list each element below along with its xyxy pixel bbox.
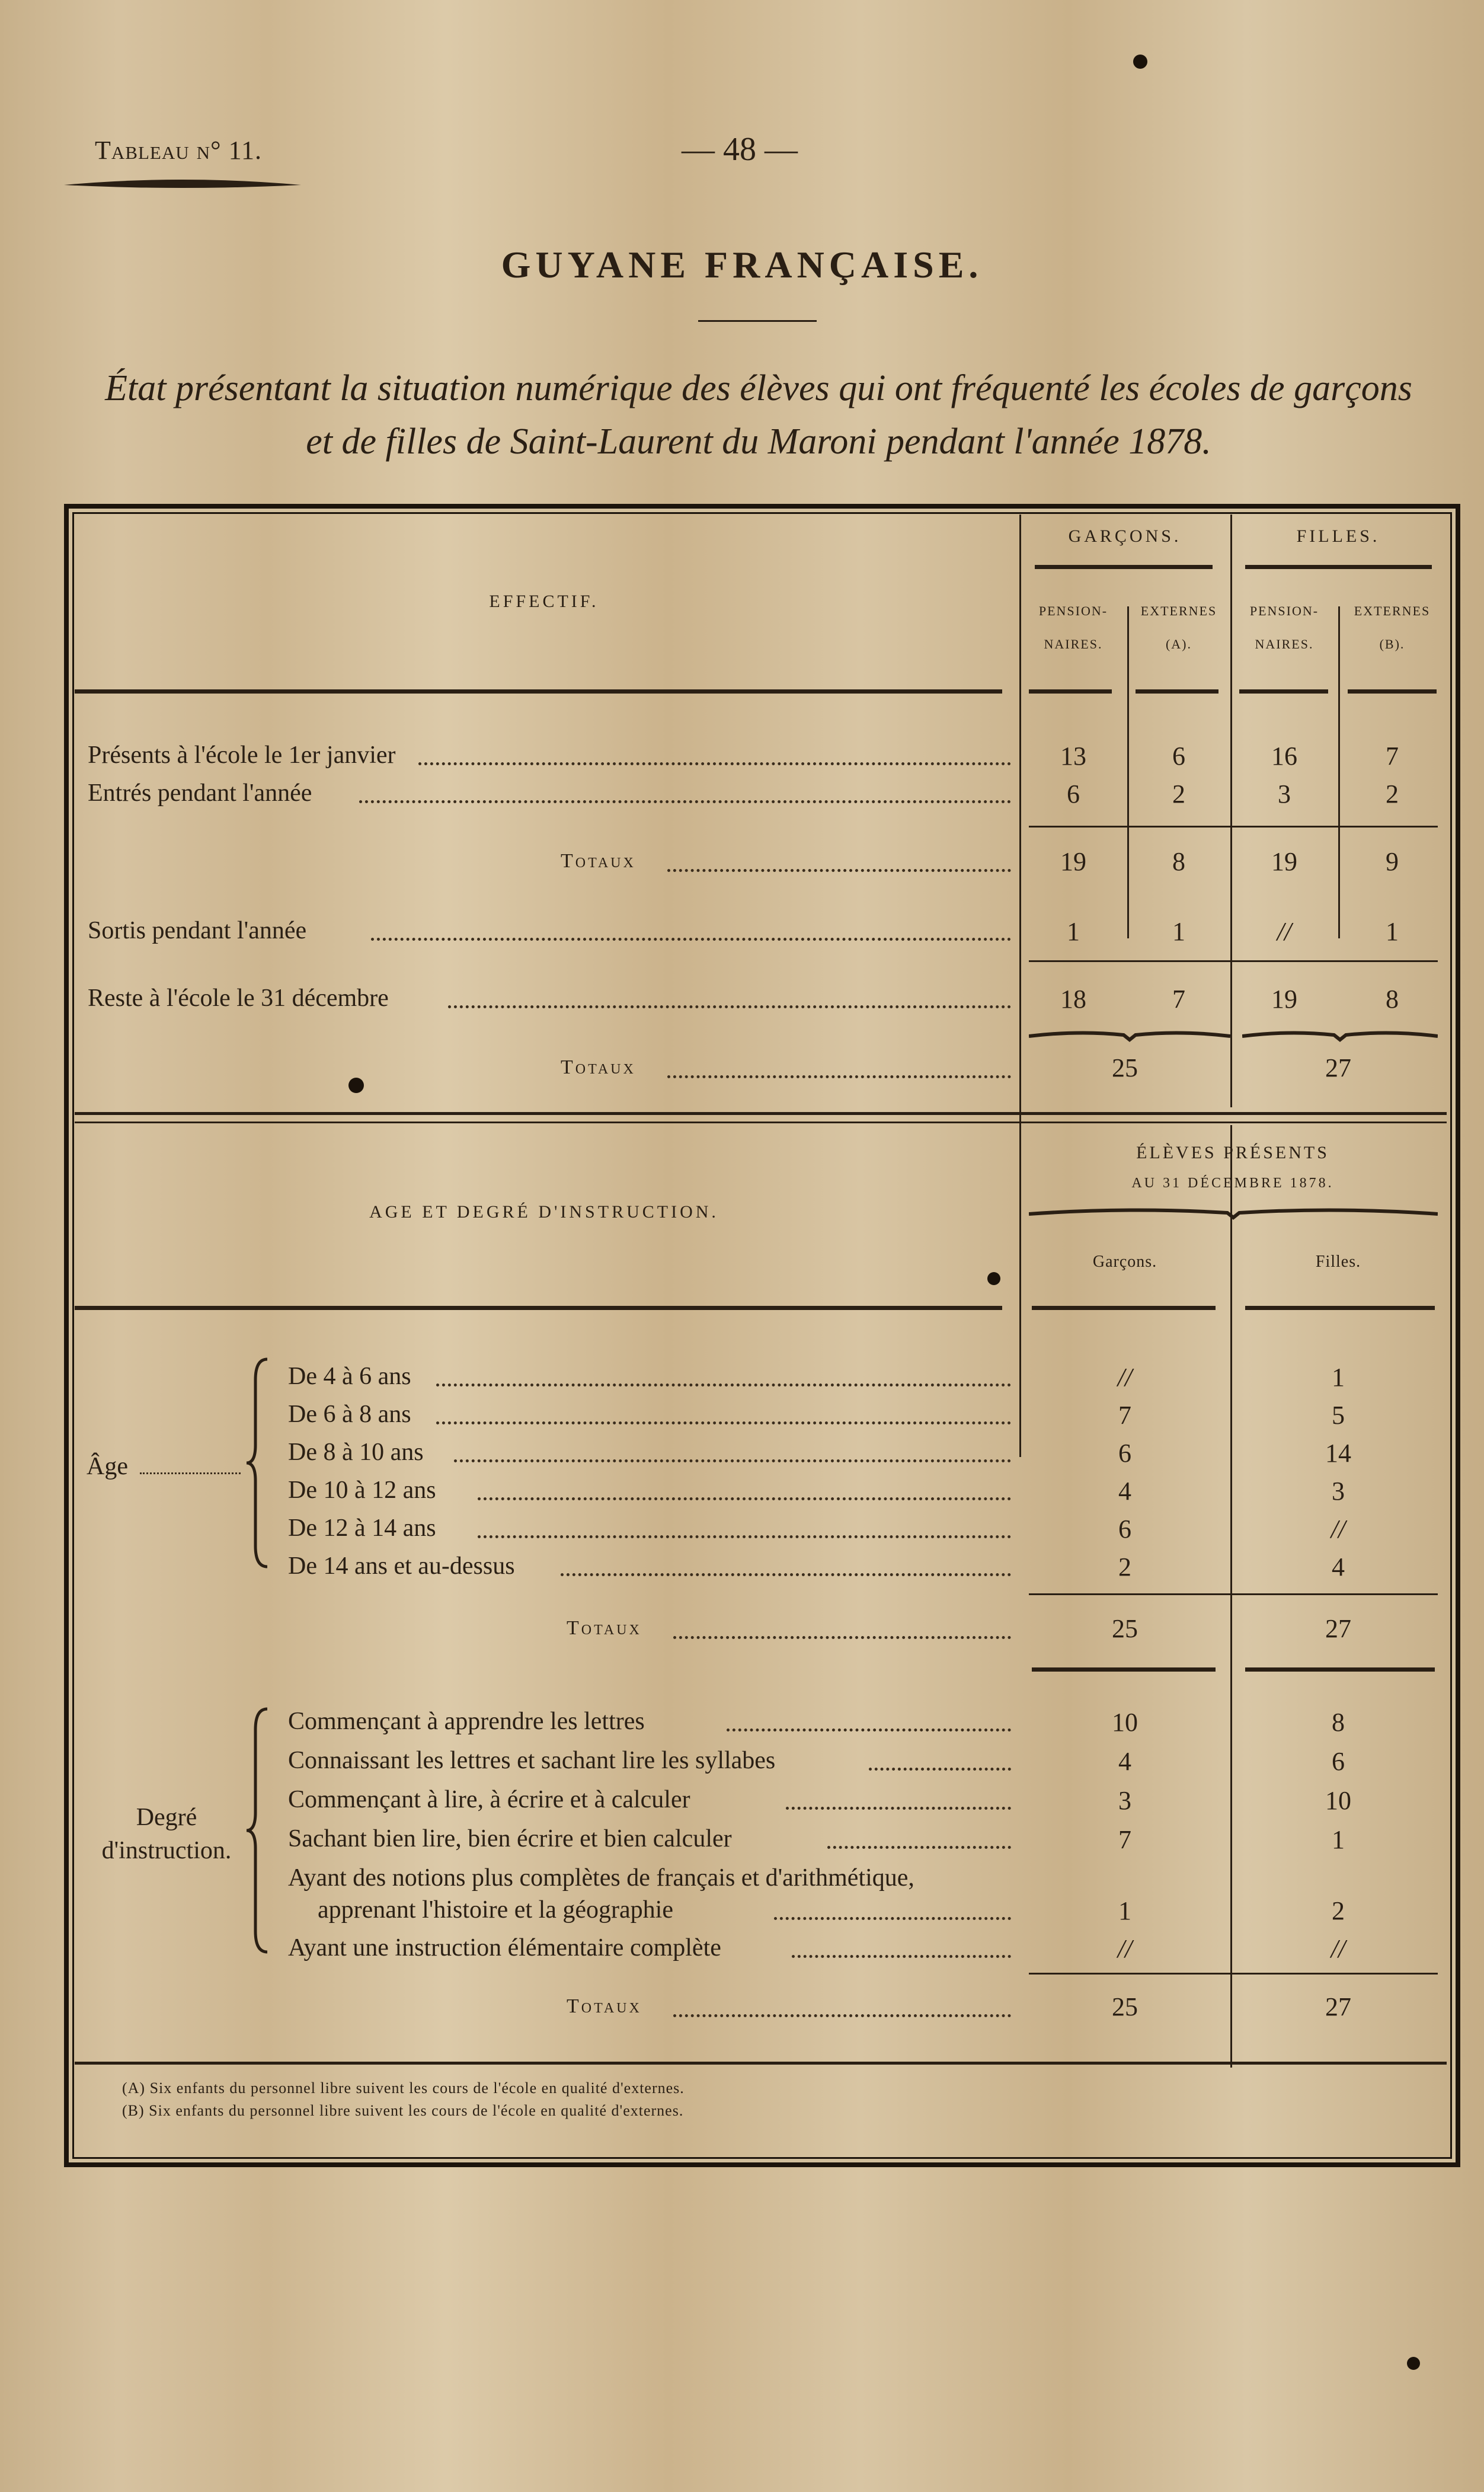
table-cell: 6 bbox=[1118, 1439, 1131, 1468]
header-rule bbox=[1029, 689, 1112, 694]
title-rule bbox=[698, 320, 817, 322]
header-eleves-presents: ÉLÈVES PRÉSENTS bbox=[1136, 1143, 1329, 1162]
header-date: AU 31 DÉCEMBRE 1878. bbox=[1131, 1175, 1334, 1191]
age-row-label: De 14 ans et au-dessus bbox=[288, 1552, 515, 1580]
subheader-pensionnaires-filles: PENSION- NAIRES. bbox=[1249, 603, 1319, 651]
statistics-table bbox=[64, 504, 1460, 2167]
table-cell: // bbox=[1117, 1934, 1133, 1963]
table-cell: 19 bbox=[1271, 847, 1297, 876]
table-cell: 8 bbox=[1172, 847, 1185, 876]
table-cell: 2 bbox=[1332, 1896, 1345, 1925]
table-cell: 19 bbox=[1060, 847, 1086, 876]
age-row-label: De 8 à 10 ans bbox=[288, 1439, 424, 1466]
table-cell: 3 bbox=[1278, 779, 1291, 809]
totals-brace bbox=[1029, 1024, 1230, 1042]
table-cell: 8 bbox=[1332, 1708, 1345, 1737]
decorative-swash bbox=[64, 178, 301, 192]
table-cell: 7 bbox=[1118, 1401, 1131, 1430]
page-number: — 48 — bbox=[682, 131, 798, 168]
table-cell: 10 bbox=[1325, 1786, 1351, 1815]
table-cell: // bbox=[1331, 1515, 1346, 1544]
group-brace bbox=[1029, 1202, 1438, 1220]
subheader-pensionnaires-garcons: PENSION- NAIRES. bbox=[1038, 603, 1108, 651]
table-cell: 4 bbox=[1118, 1477, 1131, 1506]
degre-row-label: Ayant des notions plus complètes de français et d'arithmétique, bbox=[288, 1864, 914, 1892]
table-cell: 4 bbox=[1118, 1747, 1131, 1776]
table-cell: 9 bbox=[1386, 847, 1399, 876]
table-cell: // bbox=[1277, 917, 1292, 946]
total-garcons: 25 bbox=[1112, 1992, 1138, 2021]
totals-label: Totaux bbox=[567, 1617, 642, 1639]
table-cell: 7 bbox=[1386, 742, 1399, 771]
totals-label: Totaux bbox=[561, 1056, 636, 1078]
header-garcons: Garçons. bbox=[1092, 1253, 1157, 1271]
table-cell: 10 bbox=[1112, 1708, 1138, 1737]
ink-spot bbox=[348, 1078, 364, 1093]
table-cell: 7 bbox=[1172, 985, 1185, 1014]
footnote-b: (B) Six enfants du personnel libre suivent les cours de l'école en qualité d'externes. bbox=[122, 2102, 684, 2119]
row-label: Entrés pendant l'année bbox=[88, 779, 312, 807]
table-cell: 3 bbox=[1332, 1477, 1345, 1506]
table-cell: 1 bbox=[1118, 1896, 1131, 1925]
table-cell: 19 bbox=[1271, 985, 1297, 1014]
table-cell: 18 bbox=[1060, 985, 1086, 1014]
table-cell: 2 bbox=[1386, 779, 1399, 809]
table-cell: 5 bbox=[1332, 1401, 1345, 1430]
ink-spot bbox=[1133, 55, 1147, 69]
age-row-label: De 4 à 6 ans bbox=[288, 1363, 411, 1390]
table-cell: 13 bbox=[1060, 742, 1086, 771]
table-cell: 1 bbox=[1332, 1825, 1345, 1854]
table-cell: 3 bbox=[1118, 1786, 1131, 1815]
ink-spot bbox=[1407, 2357, 1420, 2370]
ink-spot bbox=[987, 1272, 1000, 1285]
subtitle-line-1: État présentant la situation numérique des élèves qui ont fréquenté les écoles de garçons bbox=[105, 368, 1412, 408]
table-cell: 6 bbox=[1332, 1747, 1345, 1776]
degre-row-label: Connaissant les lettres et sachant lire les syllabes bbox=[288, 1747, 776, 1774]
total-garcons: 25 bbox=[1112, 1614, 1138, 1643]
table-label: Tableau n° 11. bbox=[95, 136, 262, 165]
degre-row-label: Commençant à lire, à écrire et à calculer bbox=[288, 1786, 690, 1813]
subheader-externes-a: EXTERNES (A). bbox=[1140, 603, 1217, 651]
header-filles: FILLES. bbox=[1296, 526, 1380, 546]
degre-row-label: Commençant à apprendre les lettres bbox=[288, 1708, 645, 1735]
totals-label: Totaux bbox=[561, 850, 636, 872]
degre-row-label-continued: apprenant l'histoire et la géographie bbox=[318, 1896, 673, 1924]
table-cell: 8 bbox=[1386, 985, 1399, 1014]
country-title: GUYANE FRANÇAISE. bbox=[501, 244, 983, 286]
totals-brace bbox=[1242, 1024, 1438, 1042]
age-label: Âge bbox=[87, 1453, 128, 1480]
table-cell: 2 bbox=[1118, 1552, 1131, 1582]
table-cell: 14 bbox=[1325, 1439, 1351, 1468]
table-cell: 6 bbox=[1067, 779, 1080, 809]
footnote-separator bbox=[75, 2062, 1447, 2065]
total-filles: 27 bbox=[1325, 1614, 1351, 1643]
age-row-label: De 12 à 14 ans bbox=[288, 1515, 436, 1542]
total-filles: 27 bbox=[1325, 1053, 1351, 1082]
total-filles: 27 bbox=[1325, 1992, 1351, 2021]
effectif-heading: EFFECTIF. bbox=[489, 592, 599, 611]
subheader-externes-b: EXTERNES (B). bbox=[1354, 603, 1431, 651]
table-cell: 1 bbox=[1332, 1363, 1345, 1392]
degre-row-label: Sachant bien lire, bien écrire et bien calculer bbox=[288, 1825, 732, 1852]
header-rule bbox=[1239, 689, 1328, 694]
group-rule bbox=[1245, 565, 1432, 569]
header-rule bbox=[75, 689, 1002, 694]
header-filles: Filles. bbox=[1315, 1253, 1361, 1271]
table-cell: 16 bbox=[1271, 742, 1297, 771]
table-cell: 7 bbox=[1118, 1825, 1131, 1854]
section-separator bbox=[75, 1112, 1447, 1115]
table-cell: 1 bbox=[1067, 917, 1080, 946]
totals-label: Totaux bbox=[567, 1995, 642, 2017]
age-instruction-heading: AGE ET DEGRÉ D'INSTRUCTION. bbox=[369, 1202, 719, 1222]
table-cell: 1 bbox=[1386, 917, 1399, 946]
row-label: Présents à l'école le 1er janvier bbox=[88, 742, 396, 769]
table-cell: // bbox=[1117, 1363, 1133, 1392]
table-cell: 6 bbox=[1172, 742, 1185, 771]
footnote-a: (A) Six enfants du personnel libre suivent les cours de l'école en qualité d'externes. bbox=[122, 2079, 685, 2097]
degre-label: Degré d'instruction. bbox=[101, 1804, 232, 1864]
header-rule bbox=[1136, 689, 1218, 694]
subtitle-line-2: et de filles de Saint-Laurent du Maroni pendant l'année 1878. bbox=[306, 421, 1211, 462]
age-row-label: De 10 à 12 ans bbox=[288, 1477, 436, 1504]
table-cell: 6 bbox=[1118, 1515, 1131, 1544]
total-garcons: 25 bbox=[1112, 1053, 1138, 1082]
table-cell: 2 bbox=[1172, 779, 1185, 809]
age-brace bbox=[247, 1356, 270, 1570]
degre-brace bbox=[247, 1706, 270, 1955]
table-cell: 4 bbox=[1332, 1552, 1345, 1582]
age-row-label: De 6 à 8 ans bbox=[288, 1401, 411, 1428]
degre-row-label: Ayant une instruction élémentaire complète bbox=[288, 1934, 721, 1961]
subtitle bbox=[59, 362, 1458, 468]
table-cell: 1 bbox=[1172, 917, 1185, 946]
row-label: Reste à l'école le 31 décembre bbox=[88, 985, 389, 1012]
group-rule bbox=[1035, 565, 1213, 569]
header-rule bbox=[1348, 689, 1437, 694]
header-garcons: GARÇONS. bbox=[1068, 526, 1182, 546]
row-label: Sortis pendant l'année bbox=[88, 917, 307, 944]
table-cell: // bbox=[1331, 1934, 1346, 1963]
